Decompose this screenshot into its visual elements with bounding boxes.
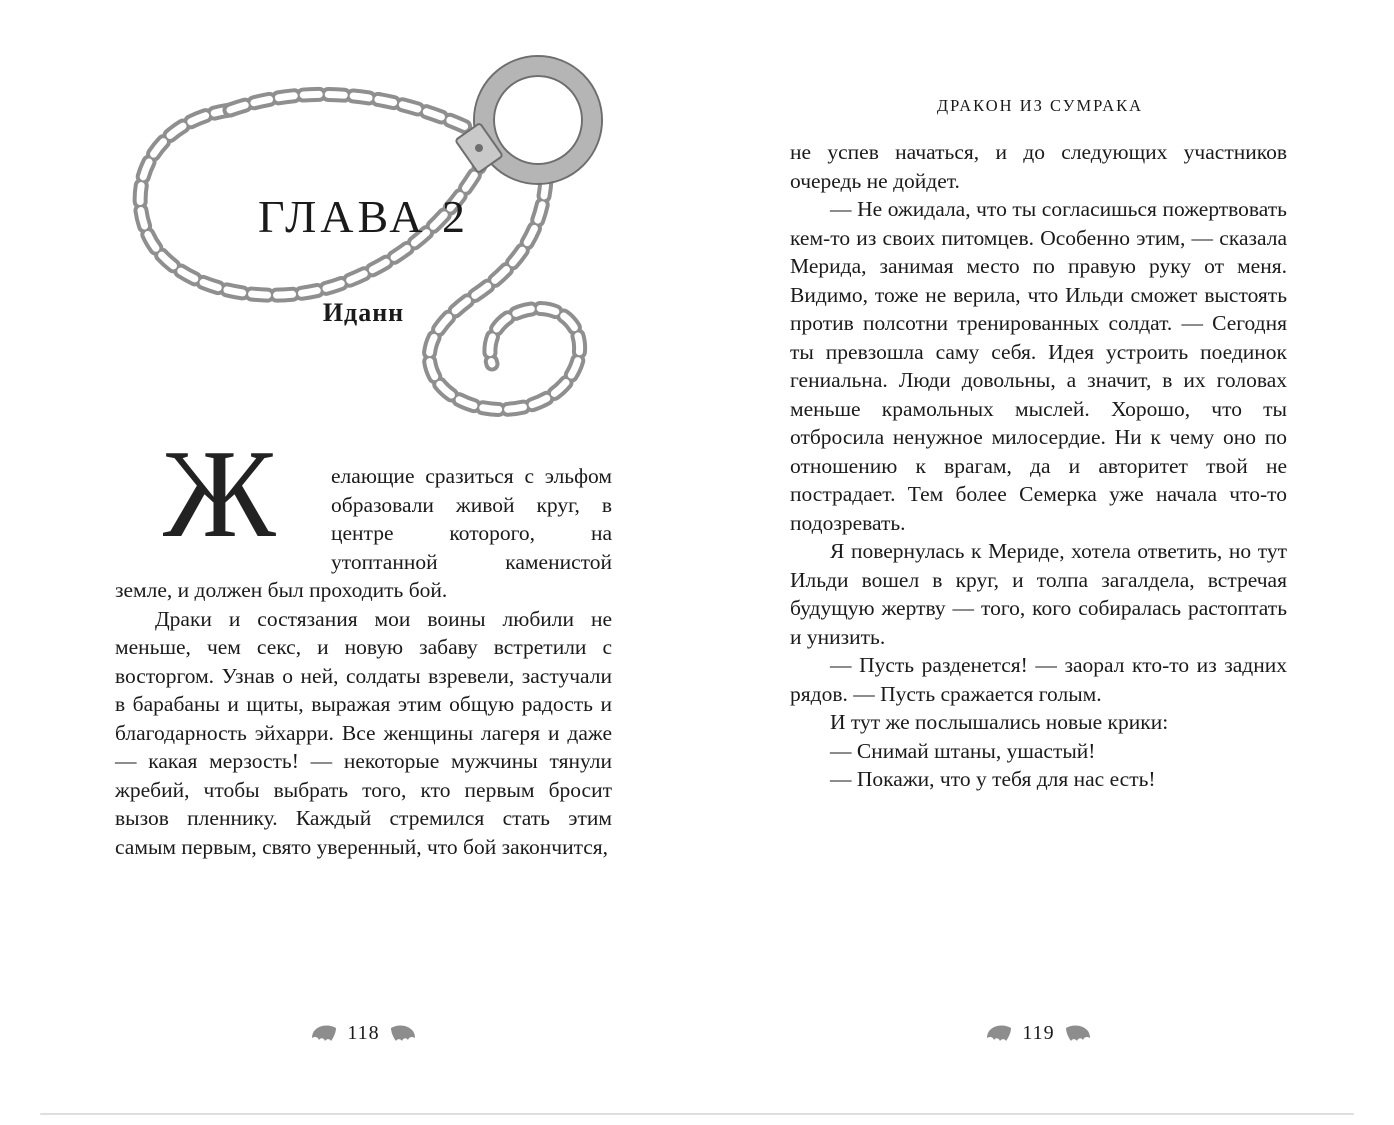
chapter-subtitle: Иданн <box>322 298 405 327</box>
chapter-title: ГЛАВА 2 <box>257 191 470 242</box>
page-edge <box>40 1113 1354 1115</box>
paragraph: — Покажи, что у тебя для нас есть! <box>830 767 1156 791</box>
paragraph-text: елающие сразиться с эльфом образовали живой круг, в центре которого, на утоптанной каменистой земле, и должен был проходить бой. <box>115 464 612 602</box>
left-page-body <box>115 425 612 861</box>
right-page-footer <box>790 1022 1287 1045</box>
left-page-footer <box>115 1022 612 1045</box>
dragon-wing-ornament-icon <box>390 1024 416 1044</box>
paragraph <box>115 425 612 605</box>
page-number: 118 <box>347 1022 380 1044</box>
paragraph: не успев начаться, и до следующих участников очередь не дойдет. <box>790 140 1287 193</box>
dragon-wing-ornament-icon <box>1065 1024 1091 1044</box>
dragon-wing-ornament-icon <box>311 1024 337 1044</box>
page-number: 119 <box>1022 1022 1055 1044</box>
paragraph: Я повернулась к Мериде, хотела ответить, но тут Ильди вошел в круг, и толпа загалдела, встречая будущую жертву — того, кого собиралась растоптать и унизить. <box>790 539 1287 649</box>
chain-shackle-illustration <box>118 48 618 468</box>
paragraph: — Не ожидала, что ты согласишься пожертвовать кем-то из своих питомцев. Особенно этим, — сказала Мерида, занимая место по правую руку от меня. Видимо, тоже не верила, что Ильди сможет выстоять против полсотни тренированных солдат. — Сегодня ты превзошла саму себя. Идея устроить поединок гениальна. Люди довольны, а значит, в их головах меньше крамольных мыслей. Хорошо, что ты отбросила ненужное милосердие. Ни к чему оно по отношению к врагам, да и авторитет твой не пострадает. Тем более Семерка уже начала что-то подозревать. <box>790 197 1287 535</box>
right-page-body <box>790 138 1287 794</box>
dragon-wing-ornament-icon <box>986 1024 1012 1044</box>
paragraph: И тут же послышались новые крики: <box>830 710 1169 734</box>
paragraph: — Снимай штаны, ушастый! <box>830 738 1096 763</box>
paragraph: — Пусть разденется! — заорал кто-то из задних рядов. — Пусть сражается голым. <box>790 653 1287 706</box>
paragraph: Драки и состязания мои воины любили не меньше, чем секс, и новую забаву встретили с восторгом. Узнав о ней, солдаты взревели, застучали в барабаны и щиты, выражая этим общую радость и благодарность эйхарри. Все женщины лагеря и даже — какая мерзость! — некоторые мужчины тянули жребий, чтобы выбрать того, кто первым бросит вызов пленнику. Каждый стремился стать этим самым первым, свято уверенный, что бой закончится, <box>115 606 612 859</box>
right-page <box>697 0 1394 1125</box>
drop-cap-block <box>115 425 331 564</box>
drop-cap: Ж <box>163 425 276 564</box>
running-head: ДРАКОН ИЗ СУМРАКА <box>936 96 1144 115</box>
shackle-ring-icon <box>455 56 602 184</box>
